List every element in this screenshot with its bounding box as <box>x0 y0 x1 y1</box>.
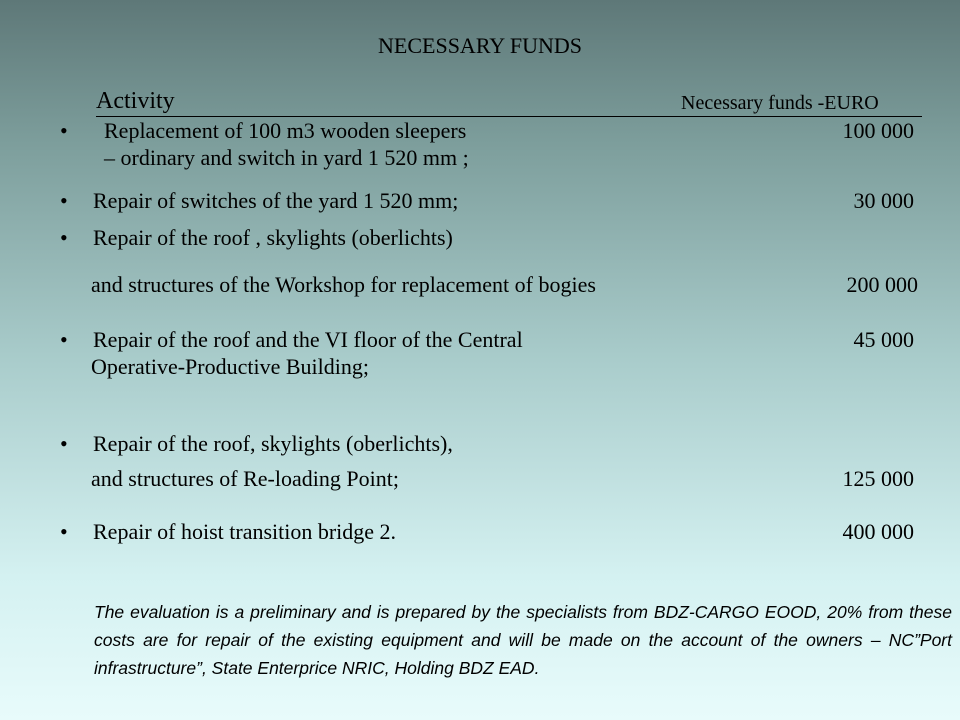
activity-item-0-line1: Replacement of 100 m3 wooden sleepers <box>104 118 467 143</box>
bullet-icon: • <box>60 327 68 352</box>
activity-item-5-line1: Repair of hoist transition bridge 2. <box>93 519 397 544</box>
amount-item-4: 125 000 <box>842 466 914 491</box>
bullet-icon: • <box>60 225 68 250</box>
amount-item-0: 100 000 <box>842 118 914 143</box>
activity-item-3-line1: Repair of the roof and the VI floor of the Central <box>93 327 523 352</box>
page-title: NECESSARY FUNDS <box>378 33 582 58</box>
column-header-activity: Activity <box>96 88 175 114</box>
amount-item-5: 400 000 <box>842 519 914 544</box>
amount-item-1: 30 000 <box>853 188 914 213</box>
header-underline <box>96 116 922 117</box>
bullet-icon: • <box>60 431 68 456</box>
bullet-icon: • <box>60 118 68 143</box>
activity-item-4-line2: and structures of Re-loading Point; <box>91 466 399 491</box>
activity-item-1-line1: Repair of switches of the yard 1 520 mm; <box>93 188 459 213</box>
activity-item-3-line2: Operative-Productive Building; <box>91 354 369 379</box>
activity-item-2-line2: and structures of the Workshop for replacement of bogies <box>91 272 596 297</box>
activity-item-2-line1: Repair of the roof , skylights (oberlichts) <box>93 225 453 250</box>
evaluation-note: The evaluation is a preliminary and is prepared by the specialists from BDZ-CARGO EOOD, 20% from these costs are for repair of the existing equipment and will be made on the account of the owners – NC”Port infrastructure”, State Enterprice NRIC, Holding BDZ EAD. <box>94 602 952 678</box>
activity-item-0-line2: – ordinary and switch in yard 1 520 mm ; <box>104 145 469 170</box>
amount-item-3: 45 000 <box>853 327 914 352</box>
column-header-funds: Necessary funds -EURO <box>681 92 879 114</box>
bullet-icon: • <box>60 188 68 213</box>
amount-item-2: 200 000 <box>846 272 918 297</box>
activity-item-4-line1: Repair of the roof, skylights (oberlichts), <box>93 431 453 456</box>
bullet-icon: • <box>60 519 68 544</box>
